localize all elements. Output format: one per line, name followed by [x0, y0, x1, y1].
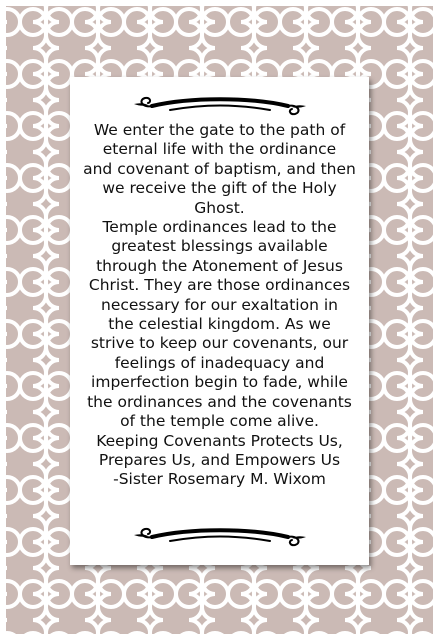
quote-line: greatest blessings available: [111, 237, 328, 256]
quote-line: eternal life with the ordinance: [102, 140, 337, 159]
flourish-bottom-icon: [130, 523, 310, 549]
quote-line: Prepares Us, and Empowers Us: [98, 450, 341, 469]
quote-line: through the Atonement of Jesus: [96, 256, 343, 275]
quote-line: and covenant of baptism, and then: [83, 159, 356, 178]
quote-line: Temple ordinances lead to the: [102, 218, 337, 237]
quote-line: Keeping Covenants Protects Us,: [96, 431, 343, 450]
quote-line: of the temple come alive.: [120, 412, 319, 431]
quote-line: We enter the gate to the path of: [93, 121, 346, 139]
quote-line: imperfection begin to fade, while: [91, 373, 348, 392]
quote-card: [70, 77, 369, 565]
quote-line: Christ. They are those ordinances: [88, 276, 351, 295]
quote-line: strive to keep our covenants, our: [90, 334, 349, 353]
quote-line: necessary for our exaltation in: [101, 295, 338, 314]
quote-line: Ghost.: [194, 198, 245, 217]
quote-line: -Sister Rosemary M. Wixom: [113, 470, 326, 489]
flourish-top-icon: [130, 92, 310, 118]
quote-line: the celestial kingdom. As we: [108, 315, 331, 334]
quote-line: we receive the gift of the Holy: [102, 179, 337, 198]
quote-text: [78, 121, 361, 490]
quote-line: the ordinances and the covenants: [87, 392, 352, 411]
quote-line: feelings of inadequacy and: [114, 353, 325, 372]
